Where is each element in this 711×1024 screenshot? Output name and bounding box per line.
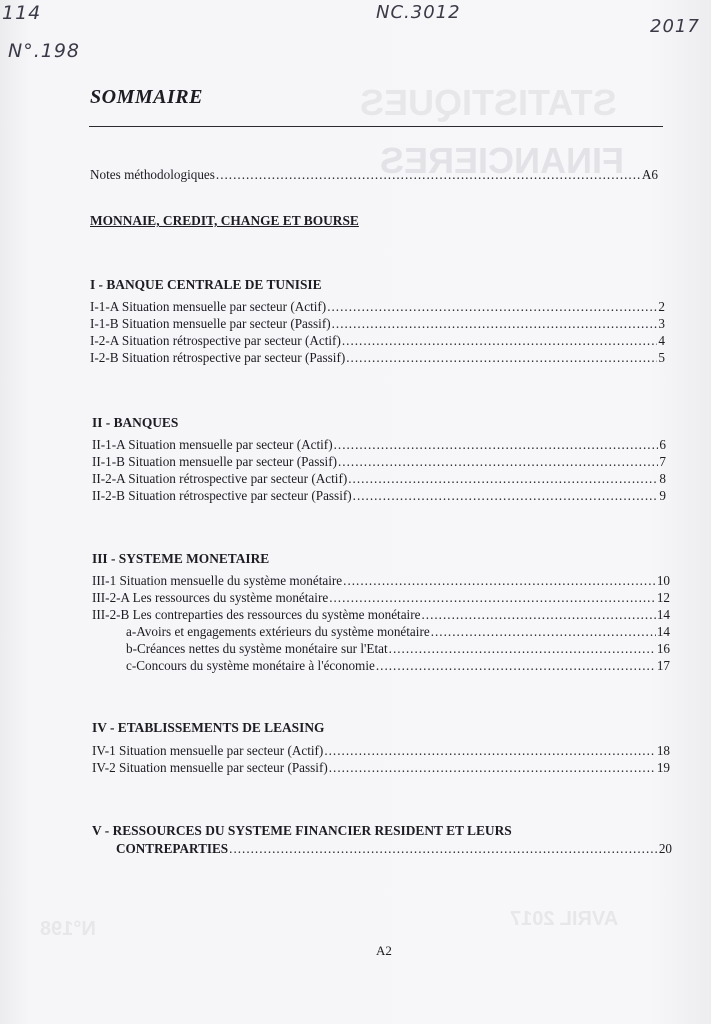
toc-entry-page: 20 bbox=[658, 841, 672, 856]
toc-entry-page: 14 bbox=[656, 607, 670, 622]
toc-entry[interactable] bbox=[92, 487, 666, 504]
dot-leader bbox=[353, 487, 659, 504]
section-heading: II - BANQUES bbox=[92, 415, 179, 430]
dot-leader bbox=[376, 657, 656, 674]
toc-entry-page: 4 bbox=[658, 333, 665, 348]
toc-entry-label: I-1-A Situation mensuelle par secteur (Actif) bbox=[90, 299, 327, 314]
toc-entry[interactable] bbox=[92, 606, 670, 623]
dot-leader bbox=[342, 332, 658, 349]
toc-entry-label: IV-2 Situation mensuelle par secteur (Passif) bbox=[92, 760, 328, 775]
toc-entry[interactable] bbox=[92, 436, 666, 453]
toc-entry-page: 17 bbox=[656, 658, 670, 673]
toc-entry-label: c-Concours du système monétaire à l'économie bbox=[126, 658, 375, 673]
toc-entry-label: b-Créances nettes du système monétaire sur l'Etat bbox=[126, 641, 388, 656]
toc-entry-label: I-1-B Situation mensuelle par secteur (Passif) bbox=[90, 316, 331, 331]
toc-entry[interactable] bbox=[92, 589, 670, 606]
bleed-through-text: FINANCIERES bbox=[380, 140, 625, 181]
toc-entry[interactable] bbox=[92, 759, 670, 776]
toc-entry[interactable] bbox=[116, 840, 672, 857]
dot-leader bbox=[334, 436, 659, 453]
toc-entry-notes[interactable] bbox=[90, 166, 658, 183]
title-divider bbox=[89, 126, 663, 127]
toc-entry-page: 16 bbox=[656, 641, 670, 656]
toc-entry[interactable] bbox=[126, 623, 670, 640]
toc-entry-page: 5 bbox=[658, 350, 665, 365]
toc-entry-label: II-1-A Situation mensuelle par secteur (Actif) bbox=[92, 437, 333, 452]
bleed-through-text: STATISTIQUES bbox=[360, 82, 617, 123]
bleed-through-text: AVRIL 2017 bbox=[510, 908, 619, 930]
handwritten-issue-number: N°.198 bbox=[8, 40, 81, 62]
toc-entry-label: II-2-B Situation rétrospective par secteur (Passif) bbox=[92, 488, 352, 503]
dot-leader bbox=[329, 589, 656, 606]
toc-entry-label: I-2-A Situation rétrospective par secteur (Actif) bbox=[90, 333, 341, 348]
dot-leader bbox=[431, 623, 656, 640]
toc-entry-label: II-1-B Situation mensuelle par secteur (Passif) bbox=[92, 454, 337, 469]
handwritten-year: 2017 bbox=[650, 16, 700, 37]
dot-leader bbox=[229, 840, 658, 857]
dot-leader bbox=[348, 470, 658, 487]
dot-leader bbox=[216, 166, 641, 183]
toc-entry-label: I-2-B Situation rétrospective par secteur (Passif) bbox=[90, 350, 346, 365]
toc-entry-label: III-2-B Les contreparties des ressources du système monétaire bbox=[92, 607, 421, 622]
toc-entry-page: 9 bbox=[659, 488, 666, 503]
toc-entry-page: 12 bbox=[656, 590, 670, 605]
dot-leader bbox=[346, 349, 657, 366]
toc-entry-page: 19 bbox=[656, 760, 670, 775]
toc-entry[interactable] bbox=[92, 453, 666, 470]
toc-entry-label: Notes méthodologiques bbox=[90, 167, 215, 182]
toc-entry-page: 14 bbox=[656, 624, 670, 639]
dot-leader bbox=[421, 606, 655, 623]
toc-entry-page: 6 bbox=[659, 437, 666, 452]
toc-entry[interactable] bbox=[90, 315, 665, 332]
bleed-through-text: N°198 bbox=[40, 918, 96, 940]
main-heading: MONNAIE, CREDIT, CHANGE ET BOURSE bbox=[90, 213, 359, 228]
toc-entry-page: 2 bbox=[658, 299, 665, 314]
section-heading: V - RESSOURCES DU SYSTEME FINANCIER RESIDENT ET LEURS bbox=[92, 823, 512, 838]
dot-leader bbox=[332, 315, 658, 332]
toc-entry-page: 3 bbox=[658, 316, 665, 331]
toc-entry[interactable] bbox=[126, 640, 670, 657]
dot-leader bbox=[343, 572, 656, 589]
toc-entry-page: 7 bbox=[659, 454, 666, 469]
page-title: SOMMAIRE bbox=[90, 86, 203, 108]
toc-entry-label: III-2-A Les ressources du système monétaire bbox=[92, 590, 329, 605]
dot-leader bbox=[329, 759, 656, 776]
toc-entry-label: IV-1 Situation mensuelle par secteur (Actif) bbox=[92, 743, 324, 758]
toc-entry[interactable] bbox=[92, 742, 670, 759]
page-number: A2 bbox=[376, 943, 392, 958]
toc-entry-label: a-Avoirs et engagements extérieurs du système monétaire bbox=[126, 624, 430, 639]
handwritten-reference: NC.3012 bbox=[376, 2, 461, 23]
toc-entry-page: 18 bbox=[656, 743, 670, 758]
dot-leader bbox=[389, 640, 656, 657]
section-heading: IV - ETABLISSEMENTS DE LEASING bbox=[92, 720, 325, 735]
dot-leader bbox=[338, 453, 658, 470]
section-heading: III - SYSTEME MONETAIRE bbox=[92, 551, 270, 566]
toc-entry[interactable] bbox=[90, 298, 665, 315]
toc-entry[interactable] bbox=[90, 332, 665, 349]
handwritten-page-count: 114 bbox=[2, 2, 42, 24]
toc-entry[interactable] bbox=[90, 349, 665, 366]
toc-entry[interactable] bbox=[92, 572, 670, 589]
toc-entry-page: A6 bbox=[641, 167, 658, 182]
toc-entry-label: CONTREPARTIES bbox=[116, 841, 229, 856]
toc-entry[interactable] bbox=[92, 470, 666, 487]
toc-entry-page: 8 bbox=[659, 471, 666, 486]
toc-entry-label: II-2-A Situation rétrospective par secteur (Actif) bbox=[92, 471, 348, 486]
dot-leader bbox=[324, 742, 655, 759]
toc-entry-page: 10 bbox=[656, 573, 670, 588]
toc-entry[interactable] bbox=[126, 657, 670, 674]
dot-leader bbox=[327, 298, 657, 315]
toc-entry-label: III-1 Situation mensuelle du système monétaire bbox=[92, 573, 343, 588]
section-heading: I - BANQUE CENTRALE DE TUNISIE bbox=[90, 277, 322, 292]
